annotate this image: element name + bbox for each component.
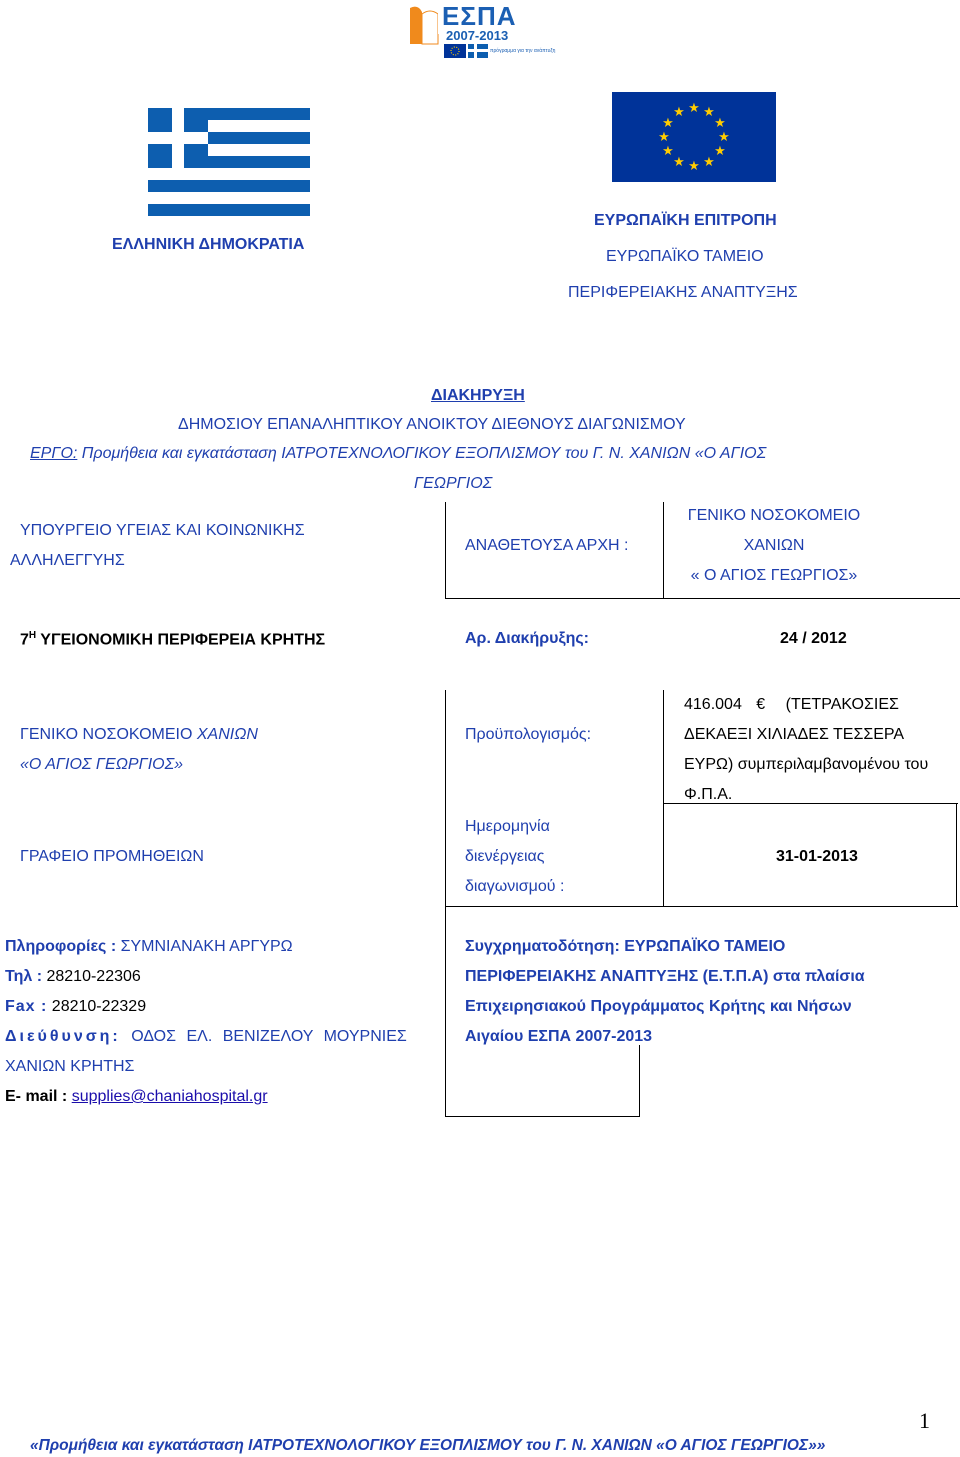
contact-tel [5,968,141,986]
tender-date-value: 31-01-2013 [776,848,858,865]
authority-label: ΑΝΑΘΕΤΟΥΣΑ ΑΡΧΗ : [465,537,629,554]
euro-icon: € [756,696,766,713]
svg-text:★: ★ [718,130,730,145]
title-declaration: ΔΙΑΚΗΡΥΞΗ [431,387,525,404]
eu-flag [612,92,776,182]
authority-name-line2: ΧΑΝΙΩΝ [743,537,805,554]
funding-box-right-border [639,1045,640,1117]
procurement-office: ΓΡΑΦΕΙΟ ΠΡΟΜΗΘΕΙΩΝ [20,848,204,865]
header-regional-development: ΠΕΡΙΦΕΡΕΙΑΚΗΣ ΑΝΑΠΤΥΞΗΣ [568,284,798,301]
svg-text:★: ★ [714,144,726,159]
espa-logo-years: 2007-2013 [446,28,509,43]
budget-amount-line [684,696,899,714]
contact-email-link[interactable]: supplies@chaniahospital.gr [71,1088,268,1105]
svg-text:★: ★ [673,105,685,120]
contact-fax-label: Fax : [5,998,48,1015]
budget-words-1: (ΤΕΤΡΑΚΟΣΙΕΣ [785,696,899,713]
header-european-commission: ΕΥΡΩΠΑΪΚΗ ΕΠΙΤΡΟΠΗ [594,212,777,229]
budget-words-3: ΕΥΡΩ) συμπεριλαμβανομένου του [684,756,929,773]
funding-line2: ΠΕΡΙΦΕΡΕΙΑΚΗΣ ΑΝΑΠΤΥΞΗΣ (Ε.Τ.Π.Α) στα πλαίσια [465,968,865,985]
svg-text:★: ★ [673,155,685,170]
funding-line4: Αιγαίου ΕΣΠΑ 2007-2013 [465,1028,653,1045]
funding-box-left-border [445,907,446,1117]
health-region-number: 7 [20,631,29,649]
svg-text:★: ★ [662,144,674,159]
budget-box-divider [663,690,664,907]
ministry-line2: ΑΛΛΗΛΕΓΓΥΗΣ [10,552,125,569]
title-project-label: ΕΡΓΟ: [30,445,78,462]
footer-text: «Προμήθεια και εγκατάσταση ΙΑΤΡΟΤΕΧΝΟΛΟΓΙΚΟΥ ΕΞΟΠΛΙΣΜΟΥ του Γ. Ν. ΧΑΝΙΩΝ «Ο ΑΓΙΟΣ ΓΕΩΡΓΙΟΣ»» [30,1437,826,1454]
notice-number-value: 24 / 2012 [780,630,847,647]
svg-text:★: ★ [688,101,700,116]
hospital-city: ΧΑΝΙΩΝ [196,726,258,743]
date-box-right-border [956,803,957,907]
funding-box-bottom-border [445,1116,640,1117]
authority-box-bottom-border [445,598,960,599]
date-box-bottom-border [445,906,958,907]
contact-info-label: Πληροφορίες : [5,938,117,955]
funding-line1: Συγχρηματοδότηση: ΕΥΡΩΠΑΪΚΟ ΤΑΜΕΙΟ [465,938,786,955]
notice-number-label: Αρ. Διακήρυξης: [465,630,589,647]
greek-flag [148,108,310,216]
contact-address-continuation: ΧΑΝΙΩΝ ΚΡΗΤΗΣ [5,1058,135,1075]
contact-tel-label: Τηλ : [5,968,43,985]
header-european-fund: ΕΥΡΩΠΑΪΚΟ ΤΑΜΕΙΟ [606,248,764,265]
budget-box-left-border [445,690,446,907]
header-greek-republic: ΕΛΛΗΝΙΚΗ ΔΗΜΟΚΡΑΤΙΑ [112,236,305,253]
svg-text:★: ★ [658,130,670,145]
contact-info-value: ΣΥΜΝΙΑΝΑΚΗ ΑΡΓΥΡΩ [116,938,293,955]
contact-email-label: E- mail : [5,1088,68,1105]
svg-text:★: ★ [714,116,726,131]
contact-email [5,1088,268,1106]
title-tender-type: ΔΗΜΟΣΙΟΥ ΕΠΑΝΑΛΗΠΤΙΚΟΥ ΑΝΟΙΚΤΟΥ ΔΙΕΘΝΟΥΣ ΔΙΑΓΩΝΙΣΜΟΥ [178,416,686,433]
title-project-text: Προμήθεια και εγκατάσταση ΙΑΤΡΟΤΕΧΝΟΛΟΓΙΚΟΥ ΕΞΟΠΛΙΣΜΟΥ του Γ. Ν. ΧΑΝΙΩΝ «Ο ΑΓΙΟΣ [77,445,767,462]
health-region-text: ΥΓΕΙΟΝΟΜΙΚΗ ΠΕΡΙΦΕΡΕΙΑ ΚΡΗΤΗΣ [36,631,326,649]
title-project-continuation: ΓΕΩΡΓΙΟΣ [414,475,493,492]
contact-fax [5,998,146,1016]
date-label-2: διενέργειας [465,848,545,865]
contact-info [5,938,293,956]
contact-fax-value: 28210-22329 [47,998,147,1015]
hospital-name: ΓΕΝΙΚΟ ΝΟΣΟΚΟΜΕΙΟ [20,726,197,743]
svg-text:★: ★ [688,159,700,174]
health-region [20,630,325,649]
health-region-sup: Η [28,630,37,641]
date-label-1: Ημερομηνία [465,818,550,835]
date-label-3: διαγωνισμού : [465,878,565,895]
contact-address [5,1028,407,1046]
svg-text:★: ★ [662,116,674,131]
contact-address-value: ΟΔΟΣ ΕΛ. ΒΕΝΙΖΕΛΟΥ ΜΟΥΡΝΙΕΣ [120,1028,407,1045]
espa-logo-slogan: πρόγραμμα για την ανάπτυξη [490,48,556,54]
contact-tel-value: 28210-22306 [42,968,141,985]
contact-address-label: Διεύθυνση: [5,1028,121,1045]
hospital-line2: «Ο ΑΓΙΟΣ ΓΕΩΡΓΙΟΣ» [20,756,184,773]
funding-line3: Επιχειρησιακού Προγράμματος Κρήτης και Νήσων [465,998,852,1015]
authority-name-line3: « Ο ΑΓΙΟΣ ΓΕΩΡΓΙΟΣ» [690,567,858,584]
authority-box-left-border [445,502,446,599]
svg-text:★: ★ [703,105,715,120]
title-project [30,445,766,463]
svg-text:★: ★ [703,155,715,170]
budget-label: Προϋπολογισμός: [465,726,592,743]
budget-amount: 416.004 [684,696,742,713]
espa-logo [408,1,556,60]
ministry-line1: ΥΠΟΥΡΓΕΙΟ ΥΓΕΙΑΣ ΚΑΙ ΚΟΙΝΩΝΙΚΗΣ [20,522,305,539]
page-number: 1 [919,1408,930,1433]
hospital-line1 [20,726,258,744]
budget-words-4: Φ.Π.Α. [684,786,733,803]
espa-logo-title: ΕΣΠΑ [442,1,517,31]
authority-name-line1: ΓΕΝΙΚΟ ΝΟΣΟΚΟΜΕΙΟ [687,507,861,524]
budget-words-2: ΔΕΚΑΕΞΙ ΧΙΛΙΑΔΕΣ ΤΕΣΣΕΡΑ [684,726,905,743]
